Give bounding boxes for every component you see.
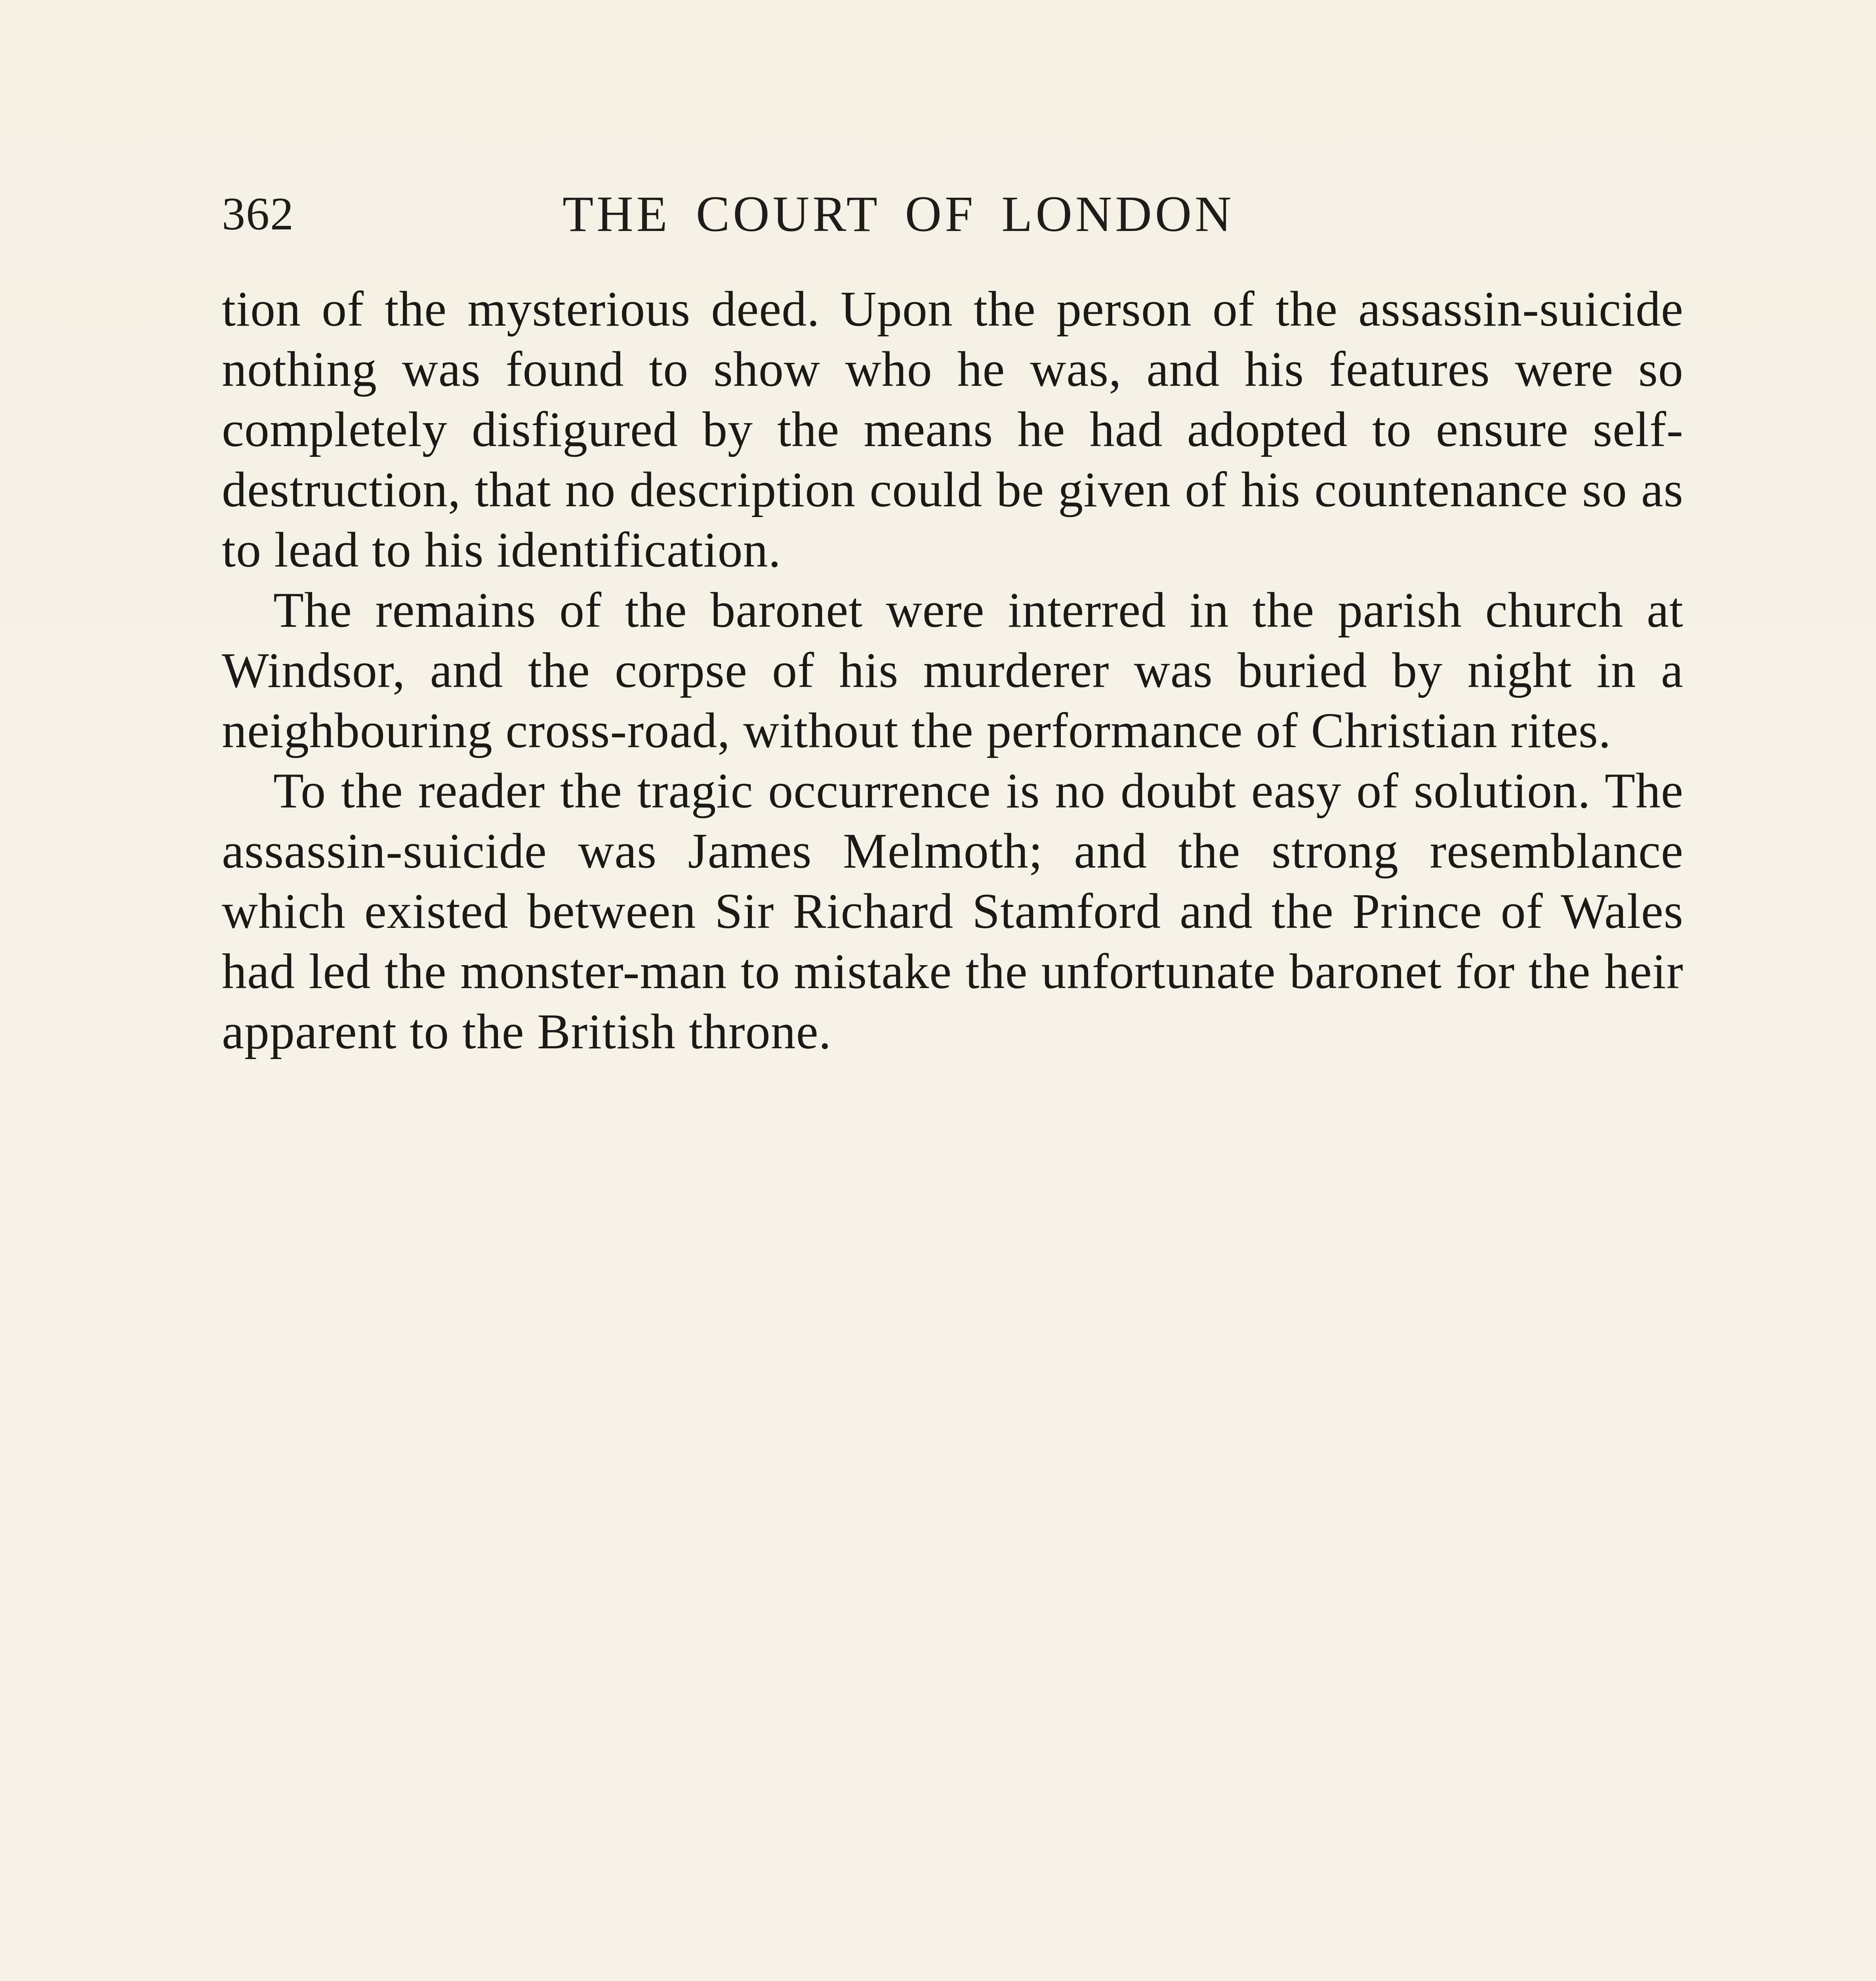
paragraph-2: The remains of the baronet were interred in the parish church at Windsor, and the corpse of his murderer was buried by night in a neighbouring cross-road, without the performance of Christian rites. — [222, 583, 1683, 758]
running-head: THE COURT OF LONDON — [562, 186, 1235, 242]
paragraph-1: tion of the mysterious deed. Upon the person of the assassin-suicide nothing was found to show who he was, and his features were so completely disfigured by the means he had adopted to ensure self-destruction, that no description could be given of his countenance so as to lead to his identification. — [222, 282, 1683, 578]
page-header — [222, 180, 1683, 248]
body-text — [222, 279, 1683, 1062]
paragraph-3: To the reader the tragic occurrence is no doubt easy of solution. The assassin-suicide was James Melmoth; and the strong resemblance which existed between Sir Richard Stamford and the Prince of Wales had led the monster-man to mistake the unfortunate baronet for the heir apparent to the British throne. — [222, 763, 1683, 1059]
page-number: 362 — [222, 188, 294, 240]
